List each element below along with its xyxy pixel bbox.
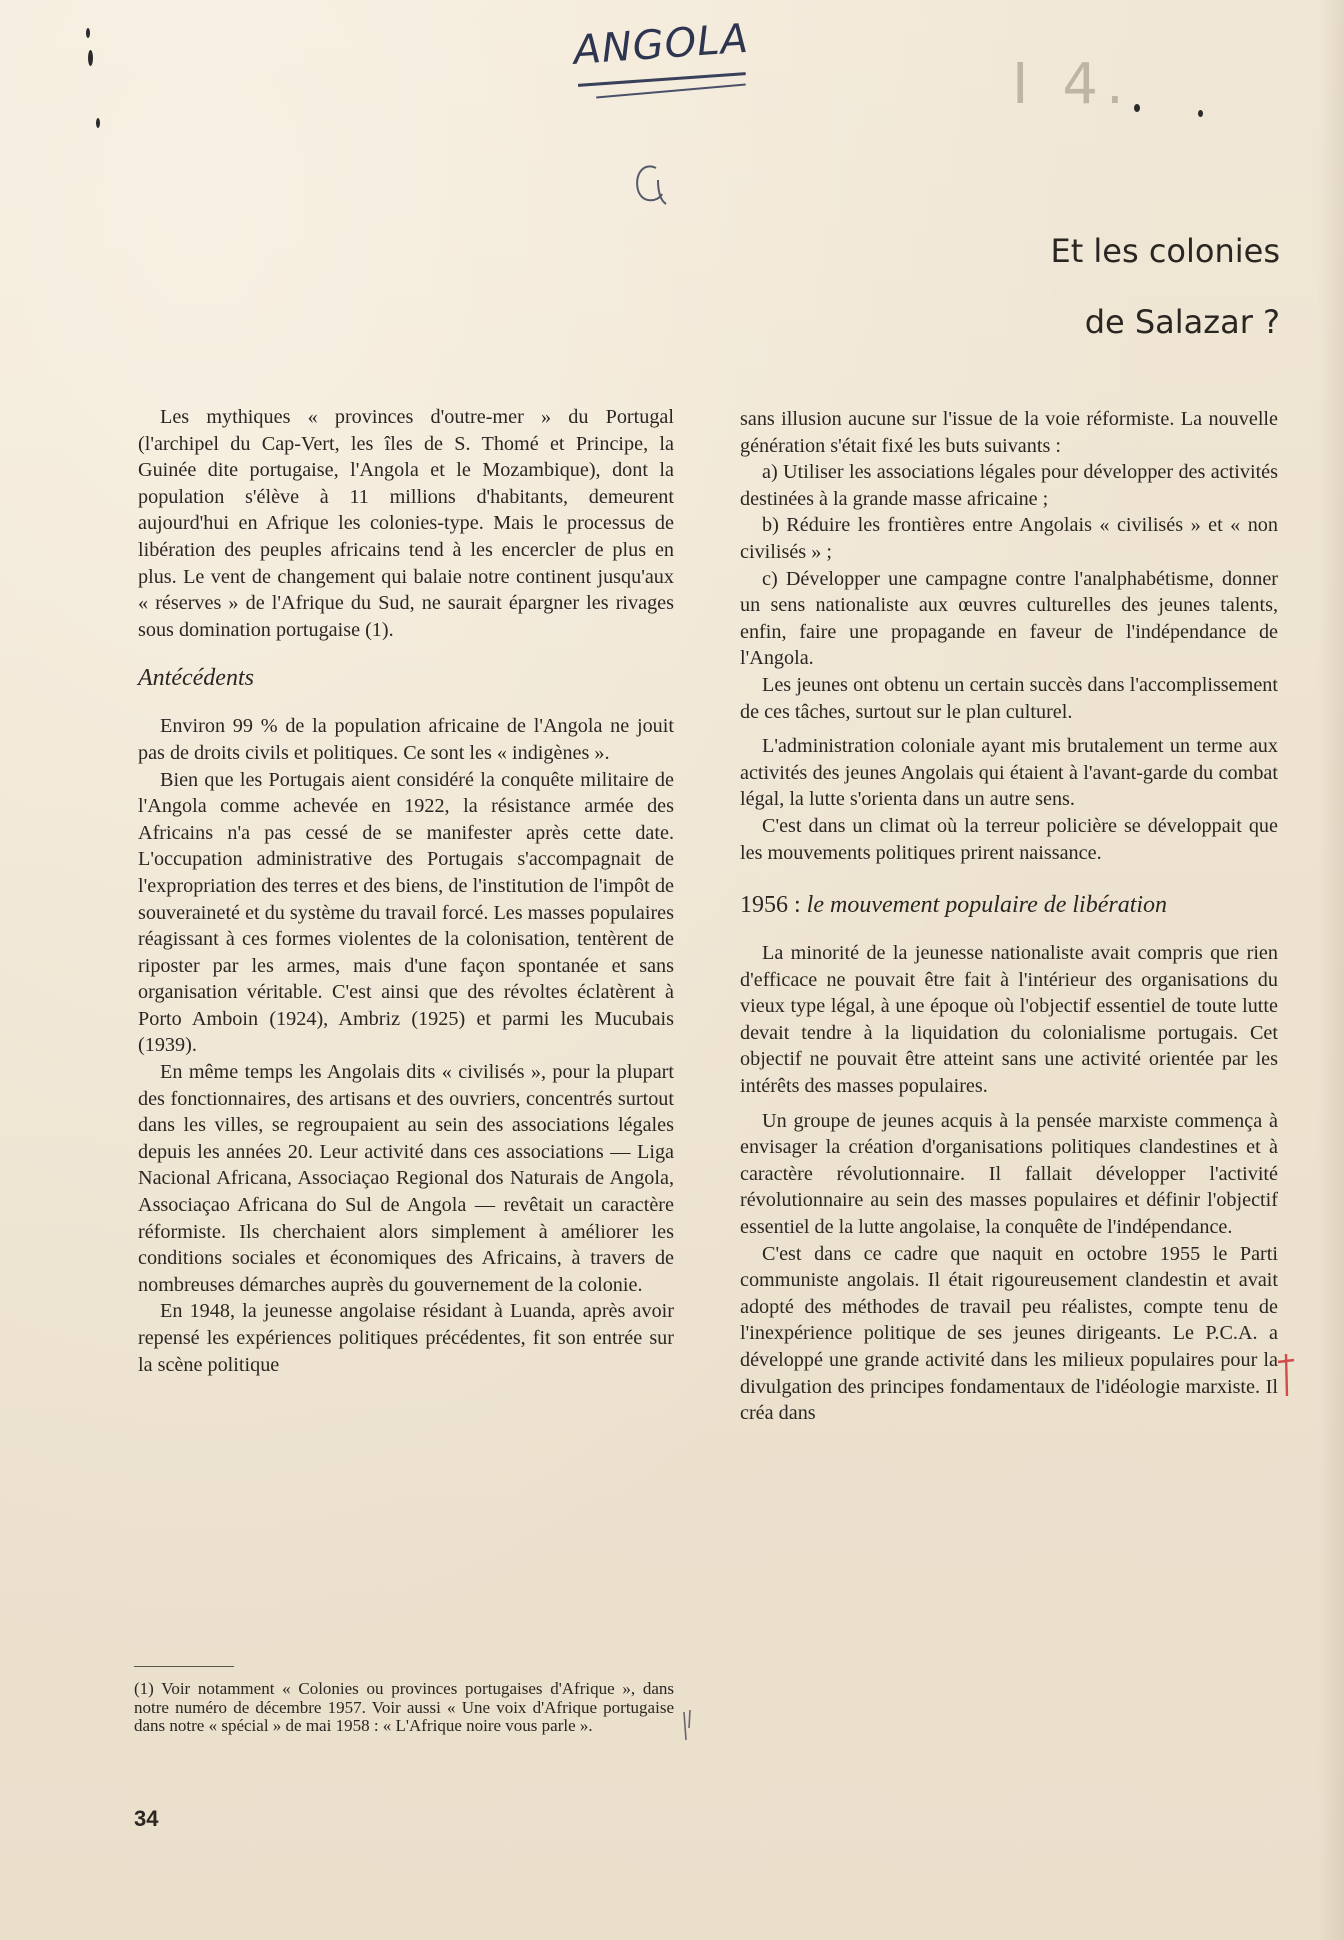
subheading-text: le mouvement populaire de libération <box>806 892 1168 919</box>
paragraph: L'administration coloniale ayant mis brutalement un terme aux activités des jeunes Angolais qui étaient à l'avant-garde du combat légal, la lutte s'orienta dans un autre sens. <box>740 735 1278 811</box>
handwritten-note: ANGOLA <box>572 15 751 74</box>
page-title-line-2: de Salazar ? <box>1084 303 1280 341</box>
margin-pencil-mark <box>680 1708 694 1744</box>
binding-hole-mark <box>86 28 90 38</box>
paragraph: En 1948, la jeunesse angolaise résidant à Luanda, après avoir repensé les expériences politiques précédentes, fit son entrée sur la scène politique <box>138 1300 674 1376</box>
left-column <box>138 404 674 1378</box>
binding-hole-mark <box>96 118 100 128</box>
paragraph: Les mythiques « provinces d'outre-mer » du Portugal (l'archipel du Cap-Vert, les îles de S. Thomé et Principe, la Guinée dite portugaise, l'Angola et le Mozambique), dont la population s'élève à 11 millions d'habitants, demeurent aujourd'hui en Afrique les colonies-type. Mais le processus de libération des peuples africains tend à les encercler de plus en plus. Le vent de changement qui balaie notre continent jusqu'aux « réserves » de l'Afrique du Sud, ne saurait épargner les rivages sous domination portugaise (1). <box>138 406 674 641</box>
list-item: a) Utiliser les associations légales pour développer des activités destinées à la grande masse africaine ; <box>740 461 1278 510</box>
list-item: b) Réduire les frontières entre Angolais « civilisés » et « non civilisés » ; <box>740 514 1278 563</box>
footnote-rule <box>134 1666 234 1667</box>
paragraph: La minorité de la jeunesse nationaliste avait compris que rien d'efficace ne pouvait être fait à l'intérieur des organisations du vieux type légal, à une époque où l'objectif essentiel de toute lutte devait tendre à la liquidation du colonialisme portugais. Cet objectif ne pouvait être atteint sans une activité orientée par les intérêts des masses populaires. <box>740 942 1278 1098</box>
section-subheading <box>740 892 1278 918</box>
ink-speck <box>1134 104 1140 112</box>
ink-speck <box>1198 110 1203 117</box>
footnote: (1) Voir notamment « Colonies ou provinces portugaises d'Afrique », dans notre numéro de décembre 1957. Voir aussi « Une voix d'Afrique portugaise dans notre « spécial » de mai 1958 : « L'Afrique noire vous parle ». <box>134 1679 674 1735</box>
list-item: c) Développer une campagne contre l'analphabétisme, donner un sens nationaliste aux œuvres culturelles des jeunes talents, enfin, faire une propagande en faveur de l'indépendance de l'Angola. <box>740 567 1278 670</box>
binding-hole-mark <box>88 50 93 66</box>
section-subheading: Antécédents <box>138 665 254 692</box>
page-title-line-1: Et les colonies <box>1050 232 1280 270</box>
right-column <box>740 406 1278 1427</box>
paragraph: Un groupe de jeunes acquis à la pensée marxiste commença à envisager la création d'organisations politiques clandestines et à caractère révolutionnaire. Il fallait développer l'activité révolutionnaire au sein des masses populaires et définir l'objectif essentiel de la lutte angolaise, la conquête de l'indépendance. <box>740 1109 1278 1239</box>
paragraph: Bien que les Portugais aient considéré la conquête militaire de l'Angola comme achevée en 1922, la résistance armée des Africains n'a pas cessé de se manifester après cette date. L'occupation administrative des Portugais s'accompagnait de l'expropriation des terres et des biens, de l'institution de l'impôt de souveraineté et du système du travail forcé. Les masses populaires réagissant à ces formes violentes de la colonisation, tentèrent de riposter par les armes, mais d'une façon spontanée et sans organisation véritable. C'est ainsi que des révoltes éclatèrent à Porto Amboin (1924), Ambriz (1925) et parmi les Mucubais (1939). <box>138 768 674 1057</box>
paragraph: C'est dans ce cadre que naquit en octobre 1955 le Parti communiste angolais. Il était rigoureusement clandestin et avait adopté des méthodes de travail peu réalistes, compte tenu de l'inexpérience politique de ses jeunes dirigeants. Le P.C.A. a développé une grande activité dans les milieux populaires pour la divulgation des principes fondamentaux de l'idéologie marxiste. Il créa dans <box>740 1242 1278 1425</box>
red-pencil-mark <box>1276 1352 1296 1398</box>
subheading-year: 1956 : <box>740 892 801 919</box>
paragraph: En même temps les Angolais dits « civilisés », pour la plupart des fonctionnaires, des artisans et des ouvriers, concentrés surtout dans les villes, se regroupaient au sein des associations légales depuis les années 20. Leur activité dans ces associations — Liga Nacional Africana, Associaçao Regional dos Naturais de Angola, Associaçao Africana do Sul de Angola — revêtait un caractère réformiste. Ils cherchaient alors simplement à améliorer les conditions sociales et économiques des Africains, à travers de nombreuses démarches auprès du gouvernement de la colonie. <box>138 1061 674 1296</box>
page-fold-shadow <box>1318 0 1344 1940</box>
paragraph: Les jeunes ont obtenu un certain succès dans l'accomplissement de ces tâches, surtout sur le plan culturel. <box>740 673 1278 723</box>
paragraph: C'est dans un climat où la terreur policière se développait que les mouvements politiques prirent naissance. <box>740 814 1278 864</box>
paragraph: sans illusion aucune sur l'issue de la voie réformiste. La nouvelle génération s'était fixé les buts suivants : <box>740 408 1278 457</box>
paragraph: Environ 99 % de la population africaine de l'Angola ne jouit pas de droits civils et politiques. Ce sont les « indigènes ». <box>138 715 674 764</box>
handwritten-a-mark <box>628 160 668 208</box>
page-number: 34 <box>134 1806 159 1831</box>
pencil-annotation: I 4. <box>1012 52 1132 117</box>
